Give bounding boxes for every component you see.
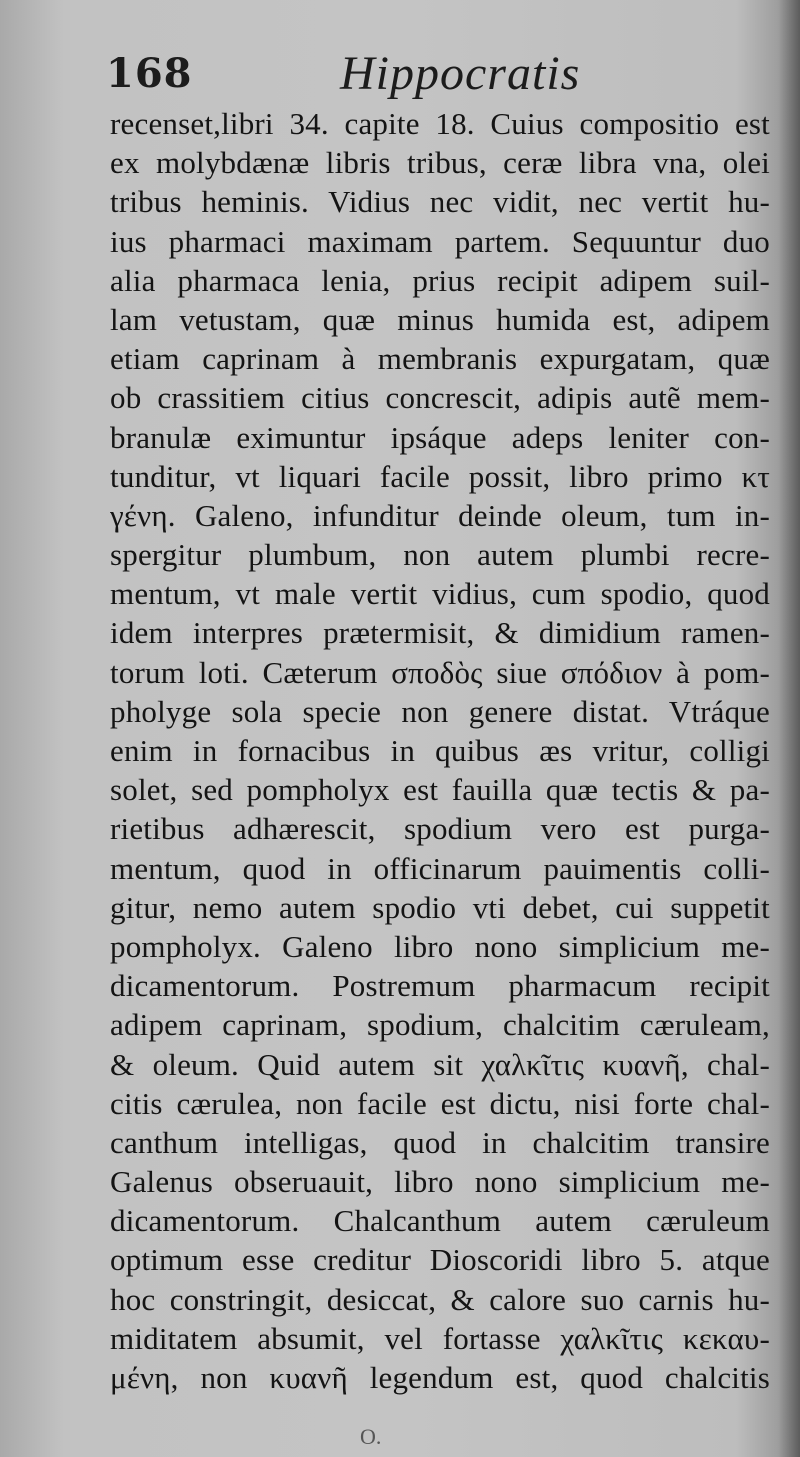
text-line: gitur, nemo autem spodio vti debet, cui suppetit bbox=[110, 889, 770, 925]
text-line: branulæ eximuntur ipsáque adeps leniter con- bbox=[110, 419, 770, 455]
text-line: pompholyx. Galeno libro nono simplicium me- bbox=[110, 928, 770, 964]
running-head bbox=[100, 42, 780, 102]
page-number: 168 bbox=[106, 50, 193, 97]
text-line: dicamentorum. Chalcanthum autem cæruleum bbox=[110, 1203, 770, 1239]
text-line: tunditur, vt liquari facile possit, libro primo κτ bbox=[110, 458, 770, 494]
text-line: rietibus adhærescit, spodium vero est purga- bbox=[110, 811, 770, 847]
text-line: mentum, quod in officinarum pauimentis colli- bbox=[110, 850, 770, 886]
text-line: dicamentorum. Postremum pharmacum recipit bbox=[110, 968, 770, 1004]
text-line: optimum esse creditur Dioscoridi libro 5. atque bbox=[110, 1242, 770, 1278]
text-line: solet, sed pompholyx est fauilla quæ tectis & pa- bbox=[110, 772, 770, 808]
text-line: mentum, vt male vertit vidius, cum spodio, quod bbox=[110, 576, 770, 612]
text-line: μένη, non κυανῆ legendum est, quod chalcitis bbox=[110, 1360, 770, 1395]
signature-mark: O. bbox=[360, 1424, 382, 1449]
text-line: canthum intelligas, quod in chalcitim transire bbox=[110, 1124, 770, 1160]
text-line: lam vetustam, quæ minus humida est, adipem bbox=[110, 301, 770, 337]
text-line: pholyge sola specie non genere distat. Vtráque bbox=[110, 693, 770, 729]
text-line: enim in fornacibus in quibus æs vritur, colligi bbox=[110, 733, 770, 768]
page-edge-shadow bbox=[778, 0, 800, 1457]
text-line: recenset,libri 34. capite 18. Cuius compositio est bbox=[110, 106, 770, 141]
text-block bbox=[110, 104, 770, 1397]
text-line: ob crassitiem citius concrescit, adipis autẽ mem- bbox=[110, 380, 770, 416]
text-line: ex molybdænæ libris tribus, ceræ libra vna, olei bbox=[110, 145, 770, 181]
text-line: ius pharmaci maximam partem. Sequuntur duo bbox=[110, 223, 770, 259]
text-line: hoc constringit, desiccat, & calore suo carnis hu- bbox=[110, 1281, 770, 1317]
text-line: torum loti. Cæterum σποδὸς siue σπόδιον à pom- bbox=[110, 654, 770, 690]
text-line: spergitur plumbum, non autem plumbi recre- bbox=[110, 537, 770, 573]
running-title: Hippocratis bbox=[340, 47, 581, 100]
text-line: tribus heminis. Vidius nec vidit, nec vertit hu- bbox=[110, 184, 770, 220]
text-line: & oleum. Quid autem sit χαλκῖτις κυανῆ, chal- bbox=[110, 1046, 770, 1082]
text-line: γένη. Galeno, infunditur deinde oleum, tum in- bbox=[110, 497, 770, 533]
text-line: citis cærulea, non facile est dictu, nisi forte chal- bbox=[110, 1085, 770, 1121]
text-line: adipem caprinam, spodium, chalcitim cæruleam, bbox=[110, 1007, 770, 1043]
text-line: idem interpres prætermisit, & dimidium ramen- bbox=[110, 615, 770, 651]
text-line: etiam caprinam à membranis expurgatam, quæ bbox=[110, 341, 770, 377]
text-line: miditatem absumit, vel fortasse χαλκῖτις κεκαυ- bbox=[110, 1320, 770, 1356]
text-line: Galenus obseruauit, libro nono simplicium me- bbox=[110, 1164, 770, 1200]
text-line: alia pharmaca lenia, prius recipit adipem suil- bbox=[110, 262, 770, 298]
